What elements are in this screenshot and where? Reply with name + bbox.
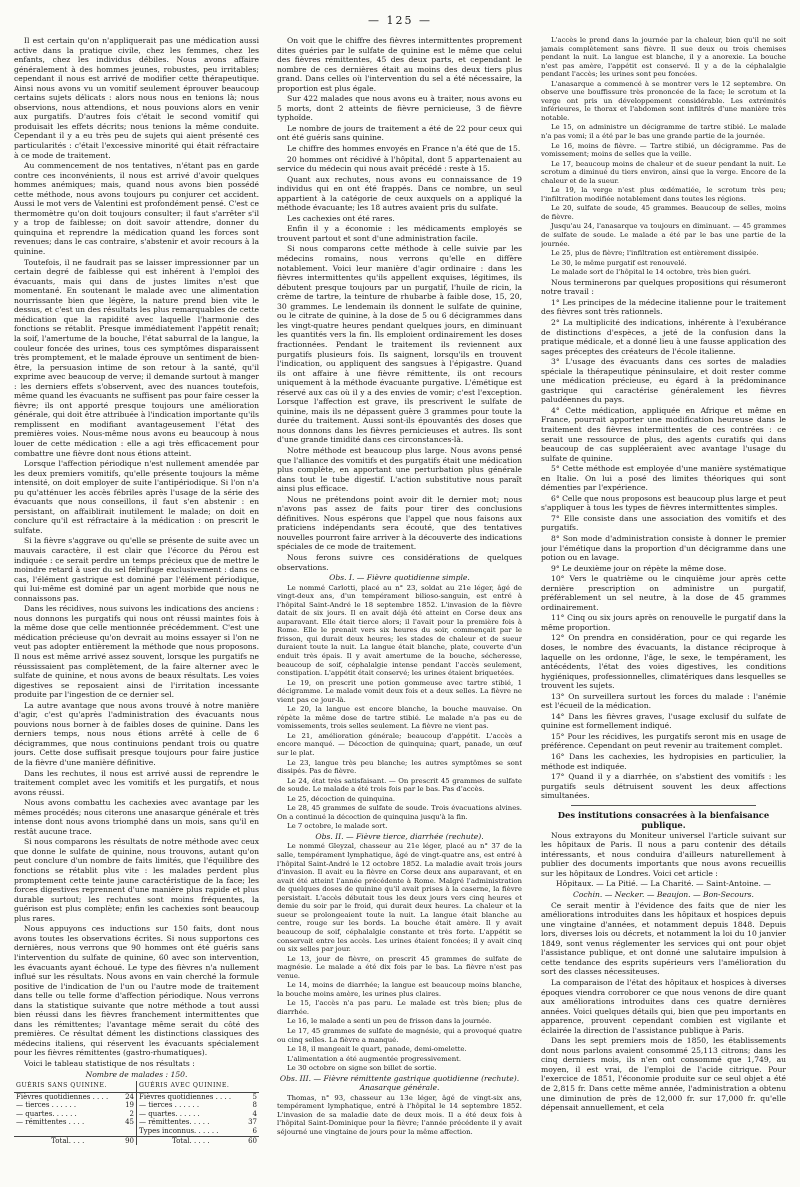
table-row [14, 1110, 259, 1119]
paragraph: Nous avons combattu les cachexies avec avantage par les mêmes procédés; nous citerons une anasarque générale et très intense dont nous avons triomphé dans un mois, sans qu'il en restât aucune trace. [14, 798, 259, 836]
table-cell: — quartes. . . . . . [138, 1109, 200, 1118]
paragraph: Le nombre de jours de traitement a été de 22 pour ceux qui ont été guéris sans quinine. [277, 123, 522, 143]
column-left [14, 36, 259, 1176]
hospitals-list: Cochin. — Necker. — Beaujon. — Bon-Secours. [573, 890, 754, 900]
paragraph: Lorsque l'affection périodique n'est nullement amendée par les deux premiers vomitifs, qu'elle présente toujours la même intensité, on doit employer de suite l'antipériodique. Si l'on n'a pu qu'atténuer les accès fébriles après l'usage de la série des évacuants que nous conseillons, il faut s'en abstenir : en persistant, on affaiblirait inutilement le malade; on doit en conclure qu'il est réfractaire à la médication : on prescrit le sulfate. [14, 459, 259, 535]
paragraph: Nous ne prétendons point avoir dit le dernier mot; nous n'avons pas assez de faits pour tirer des conclusions définitives. Nous espérons que l'appel que nous faisons aux praticiens indépendants sera écouté, que des tentatives nouvelles pourront faire arriver à la découverte des indications spéciales de ce mode de traitement. [277, 494, 522, 552]
table-row [14, 1092, 259, 1101]
observation-day: Le 30 octobre on signe son billet de sortie. [287, 1064, 437, 1073]
column-right [541, 36, 786, 1176]
table-cell: Fièvres quotidiennes . . . . [16, 1092, 109, 1101]
paragraph: Toutefois, il ne faudrait pas se laisser impressionner par un certain degré de faiblesse qui est inhérent à l'emploi des évacuants, mais qui dans de justes limites n'est que momentané. En soutenant le malade avec une alimentation nourrissante bien que légère, la nature prend bien vite le dessus, et c'est un des résultats les plus remarquables de cette médication que la rapidité avec laquelle l'harmonie des fonctions se rétablit. Presque immédiatement l'appétit renaît; la soif, l'amertume de la bouche, l'état saburral de la langue, la couleur foncée des urines, tous ces symptômes disparaissent très promptement, et le malade éprouve un sentiment de bien-être, la persuasion intime de son retour à la santé, qu'il exprime avec beaucoup de verve; il demande surtout à manger : les derniers effets s'observent, avec des nuances toutefois, même quand les évacuants ne suffisent pas pour faire cesser la fièvre; ils ont apporté presque toujours une amélioration générale, qui doit être attribuée à l'indication importante qu'ils remplissent en modifiant avantageusement l'état des premières voies. Nous-même nous avons eu beaucoup à nous louer de cette médication : elle a agi très efficacement pour combattre une fièvre dont nous étions atteint. [14, 257, 259, 458]
observation-day: Le 18, il mangeait le quart, panade, demi-omelette. [287, 1045, 467, 1054]
proposition: 4° Cette médication, appliquée en Afrique et même en France, pourrait apporter une modification heureuse dans le traitement des fièvres intermittentes de ces contrées : ce serait une ressource de plus, des agents curatifs qui dans beaucoup de cas suppléeraient avec avantage l'usage du sulfate de quinine. [541, 405, 786, 463]
page-number: — 125 — [368, 14, 432, 27]
paragraph: Les cachexies ont été rares. [287, 213, 395, 223]
proposition: 13° On surveillera surtout les forces du malade : l'anémie est l'écueil de la médication. [541, 691, 786, 711]
table-cell: 19 [121, 1101, 136, 1110]
proposition: 6° Celle que nous proposons est beaucoup plus large et peut s'appliquer à tous les types de fièvres intermittentes simples. [541, 493, 786, 513]
observation-text: Le nommé Gleyzal, chasseur au 21e léger, placé au n° 37 de la salle, tempérament lymphatique, âgé de vingt-quatre ans, est entré à l'hôpital Saint-André le 12 octobre 1852. La maladie avait trois jours d'invasion. Il avait eu la fièvre en Corse deux ans auparavant, et en avait été atteint l'année précédente à Rome. Malgré l'administration de quelques doses de quinine qu'il avait prises à la caserne, la fièvre persistait. L'accès débutait tous les deux jours vers cinq heures et demie du soir par le froid, qui durait deux heures. La chaleur et la sueur se prolongeaient toute la nuit. La langue était blanche au centre, rouge sur les bords. La bouche était amère. Il y avait beaucoup de soif, céphalalgie constante et très forte. L'appétit se conservait entre les accès. Les urines étaient foncées; il y avait cinq ou six selles par jour. [277, 842, 522, 954]
paragraph: Enfin il y a économie : les médicaments employés se trouvent partout et sont d'une administration facile. [277, 224, 522, 243]
table-cell: — quartes. . . . . . [16, 1109, 77, 1118]
table-row [14, 1101, 259, 1110]
observation-day: Le 16, moins de fièvre. — Tartre stibié, un décigramme. Pas de vomissement; moins de selles que la veille. [541, 141, 786, 159]
table-cell: — rémittentes . . . . [16, 1118, 85, 1127]
paragraph: Si la fièvre s'aggrave ou qu'elle se présente de suite avec un mauvais caractère, il est clair que l'écorce du Pérou est indiquée : ce serait perdre un temps précieux que de mettre le moindre retard à user du sel fébrifuge exclusivement : dans ce cas, l'élément gastrique est dominé par l'élément périodique, qui lui-même est dominé par un agent morbide que nous ne connaissons pas. [14, 536, 259, 603]
proposition: 12° On prendra en considération, pour ce qui regarde les doses, le nombre des évacuants, la distance réciproque à laquelle on les ordonne, l'âge, le sexe, le tempérament, les antécédents, l'état des voies digestives, les conditions hygiéniques, professionnelles, climatériques dans lesquelles se trouvent les sujets. [541, 633, 786, 691]
paragraph: Voici le tableau statistique de nos résultats : [24, 1058, 195, 1068]
proposition: 9° Le deuxième jour on répète la même dose. [551, 563, 727, 573]
total-label: Total. . . . . [136, 1136, 244, 1145]
total-value: 60 [245, 1136, 259, 1145]
table-cell: 4 [252, 1109, 257, 1118]
paragraph: Dans les sept premiers mois de 1850, les établissements dont nous parlons avaient consommé 25,113 citrons; dans les cinq derniers mois, ils n'en ont consommé que 1,749, au moyen, il est vrai, de l'emploi de l'acide citrique. Pour l'exercice de 1851, l'économie produite sur ce seul objet a été de 2,815 fr. Dans cette même année, l'administration a obtenu une diminution de près de 12,000 fr. sur 17,000 fr. qu'elle dépensait annuellement, et cela [541, 1036, 786, 1113]
table-cell: — tierces . . . . . . [16, 1101, 77, 1110]
proposition: 17° Quand il y a diarrhée, on s'abstient des vomitifs : les purgatifs seuls détruisent souvent les deux affections simultanées. [541, 772, 786, 801]
observation-day: Le 19, on prescrit une potion gommeuse avec tartre stibié, 1 décigramme. Le malade vomit deux fois et a deux selles. La fièvre ne vient pas ce jour-là. [277, 678, 522, 704]
observation-day: Le 25, décoction de quinquina. [287, 794, 396, 803]
table-cell: 24 [121, 1092, 136, 1101]
paragraph: La autre avantage que nous avons trouvé à notre manière d'agir, c'est qu'après l'administration des évacuants nous pouvions nous borner à de faibles doses de quinine. Dans les derniers temps, nous nous étions arrêté à celle de 6 décigrammes, que nous continuions pendant trois ou quatre jours. Cette dose suffisait presque toujours pour faire justice de la fièvre d'une manière définitive. [14, 700, 259, 768]
observation-title: Obs. II. — Fièvre tierce, diarrhée (rechute). [315, 831, 484, 841]
table-row [14, 1127, 259, 1136]
proposition: 2° La multiplicité des indications, inhérente à l'exubérance de distinctions d'espèces, a jeté de la confusion dans la pratique médicale, et a donné lieu à une fausse application des sages préceptes des créateurs de l'école italienne. [541, 317, 786, 356]
observation-day: Le 24, état très satisfaisant. — On prescrit 45 grammes de sulfate de soude. Le malade a été trois fois par le bas. Pas d'accès. [277, 776, 522, 794]
observation-day: Le 30, le même purgatif est renouvelé. [551, 258, 687, 267]
paragraph: Nous appuyons ces inductions sur 150 faits, dont nous avons toutes les observations écrites. Si nous supportons ces dernières, nous verrons que 90 hommes ont été guéris sans l'intervention du sulfate de quinine, 60 avec son intervention, les évacuants ayant échoué. Le type des fièvres n'a nullement influé sur les résultats. Nous avons en vain cherché la formule positive de l'indication de l'un ou l'autre mode de traitement dans telle ou telle forme d'affection périodique. Nous verrons dans la statistique suivante que notre méthode a tout aussi bien réussi dans les fièvres franchement intermittentes que dans les rémittentes; l'avantage même serait du côté des premières. Ce résultat dément les distinctions classiques des médecins italiens, qui réservent les évacuants spécialement pour les fièvres rémittentes (gastro-rhumatiques). [14, 924, 259, 1058]
observation-title: Obs. I. — Fièvre quotidienne simple. [329, 573, 470, 583]
paragraph: Le chiffre des hommes envoyés en France n'a été que de 15. [287, 144, 521, 154]
observation-day: Le 20, la langue est encore blanche, la bouche mauvaise. On répète la même dose de tartre stibié. Le malade n'a pas eu de vomissements, trois selles seulement. La fièvre ne vient pas. [277, 705, 522, 731]
observation-day: Le 25, plus de fièvre; l'infiltration est entièrement dissipée. [551, 249, 759, 258]
observation-day: Le 15, on administre un décigramme de tartre stibié. Le malade n'a pas vomi; il a été par le bas une grande partie de la journée. [541, 123, 786, 141]
paragraph: Nous ferons suivre ces considérations de quelques observations. [277, 552, 522, 572]
observation-day: Le 19, la verge n'est plus œdématiée, le scrotum très peu; l'infiltration modifiée notablement dans toutes les régions. [541, 186, 786, 203]
proposition: 5° Cette méthode est employée d'une manière systématique en Italie. On lui a posé des limites théoriques qui sont démenties par l'expérience. [541, 464, 786, 493]
paragraph: Quant aux rechutes, nous avons eu connaissance de 19 individus qui en ont été frappés. Dans ce nombre, un seul appartient à la catégorie de ceux auxquels on a appliqué la méthode évacuante; les 18 autres avaient pris du sulfate. [277, 174, 522, 213]
observation-day: L'alimentation a été augmentée progressivement. [287, 1054, 462, 1063]
observation-day: Jusqu'au 24, l'anasarque va toujours en diminuant. — 45 grammes de sulfate de soude. Le malade a été par le bas une partie de la journée. [541, 222, 786, 248]
observation-title: Obs. III. — Fièvre rémittente gastrique quotidienne (rechute). Anasarque générale. [279, 1073, 520, 1093]
proposition: 3° L'usage des évacuants dans ces sortes de maladies spéciale la thérapeutique péninsulaire, et doit rester comme une médication précieuse, eu égard à la prédominance gastrique qui caractérise généralement les fièvres paludéennes du pays. [541, 357, 786, 405]
table-cell [121, 1127, 136, 1136]
table-cell: Types inconnus. . . . . . [138, 1127, 219, 1136]
observation-day: Le 17, 45 grammes de sulfate de magnésie, qui a provoqué quatre ou cinq selles. La fièvre a manqué. [277, 1026, 522, 1044]
total-value: 90 [121, 1136, 136, 1145]
table-cell: — tierces . . . . . . [138, 1101, 200, 1110]
proposition: 14° Dans les fièvres graves, l'usage exclusif du sulfate de quinine est formellement indiqué. [541, 711, 786, 731]
table-header-left: GUÉRIS SANS QUININE. [14, 1081, 136, 1092]
table-cell: 6 [252, 1127, 257, 1136]
table-header-right: GUÉRIS AVEC QUININE. [136, 1081, 259, 1092]
statistics-table [14, 1081, 259, 1145]
observation-day: Le 28, 45 grammes de sulfate de soude. Trois évacuations alvines. On a continué la décoction de quinquina jusqu'à la fin. [277, 804, 522, 821]
observation-text: Le nommé Carlotti, placé au n° 23, soldat au 21e léger, âgé de vingt-deux ans, d'un tempérament bilioso-sanguin, est entré à l'hôpital Saint-André le 18 septembre 1852. L'invasion de la fièvre datait de six jours. Il en avait déjà été atteint en Corse deux ans auparavant. Elle était tierce alors; il l'avait pour la première fois à Rome. Elle le prenait vers six heures du soir, commençait par le frisson, qui durait deux heures; les stades de chaleur et de sueur duraient toute la nuit. La langue était blanche, plate, couverte d'un enduit très épais. Il y avait amertume de la bouche, sécheresse, beaucoup de soif, céphalalgie intense pendant l'accès seulement, constipation. L'appétit était conservé; les urines étaient briquetées. [277, 583, 522, 678]
paragraph: Notre méthode est beaucoup plus large. Nous avons pensé que l'alliance des vomitifs et des purgatifs était une médication plus complète, en apportant une perturbation plus générale dans tout le tube digestif. L'action substitutive nous paraît ainsi plus efficace. [277, 445, 522, 494]
proposition: 8° Son mode d'administration consiste à donner le premier jour l'émétique dans la proportion d'un décigramme dans une potion ou en lavage. [541, 533, 786, 563]
paragraph: Dans les récidives, nous suivons les indications des anciens : nous donnons les purgatifs qui nous ont réussi maintes fois à la même dose que celle mentionnée précédemment. C'est une médication précieuse qu'on devrait au moins essayer si l'on ne veut pas adopter entièrement la méthode que nous proposons. Il nous est même arrivé assez souvent, lorsque les purgatifs ne réussissaient pas complètement, de la faire alterner avec le sulfate de quinine, et nous avons de beaux résultats. Les voies digestives se reposaient ainsi de l'irritation incessante produite par l'ingestion de ce dernier sel. [14, 604, 259, 700]
observation-day: Le 14, moins de diarrhée; la langue est beaucoup moins blanche, la bouche moins amère, les urines plus claires. [277, 981, 522, 998]
paragraph: Nous extrayons du Moniteur universel l'article suivant sur les hôpitaux de Paris. Il nous a paru contenir des détails intéressants, et nous conduira d'ailleurs naturellement à publier des documents importants que nous avons recueillis sur les hôpitaux de Londres. Voici cet article : [541, 830, 786, 878]
table-cell: 8 [252, 1101, 257, 1110]
table-row [14, 1118, 259, 1127]
paragraph: Il est certain qu'on n'appliquerait pas une médication aussi active dans la pratique civile, chez les femmes, chez les enfants, chez les individus débiles. Nous avons affaire généralement à des hommes jeunes, robustes, peu irritables; cependant il nous est arrivé de modifier cette thérapeutique. Ainsi nous avons vu un vomitif seulement éprouver beaucoup certains sujets délicats : alors nous nous en tenions là; nous observions, nous attendions, et nous pouvions alors en venir aux purgatifs. D'autres fois c'était le second vomitif qui produisait les effets décrits; nous tenions la même conduite. Cependant il y a eu très peu de sujets qui aient présenté ces particularités : c'était l'excessive minorité qui était réfractaire à ce mode de traitement. [14, 36, 259, 160]
table-cell: 45 [121, 1118, 136, 1127]
paragraph: Nous terminerons par quelques propositions qui résumeront notre travail : [541, 277, 786, 297]
hospitals-list: Hôpitaux. — La Pitié. — La Charité. — Saint-Antoine. — [556, 879, 771, 889]
proposition: 7° Elle consiste dans une association des vomitifs et des purgatifs. [541, 513, 786, 533]
paragraph: Ce serait mentir à l'évidence des faits que de nier les améliorations introduites dans les hôpitaux et hospices depuis une vingtaine d'années, et notamment depuis 1848. Depuis lors, diverses lois ou décrets, et notamment la loi du 10 janvier 1849, sont venus réglementer les services qui ont pour objet l'assistance publique, et ont donné une salutaire impulsion à cette tendance des esprits supérieurs vers l'amélioration du sort des classes nécessiteuses. [541, 900, 786, 977]
table-cell: Fièvres quotidiennes . . . . [138, 1092, 232, 1101]
proposition: 11° Cinq ou six jours après on renouvelle le purgatif dans la même proportion. [541, 613, 786, 632]
paragraph: Dans les rechutes, il nous est arrivé aussi de reprendre le traitement complet avec les vomitifs et les purgatifs, et nous avons réussi. [14, 768, 259, 797]
table-caption: Nombre de malades : 150. [85, 1069, 188, 1079]
paragraph: Au commencement de nos tentatives, n'étant pas en garde contre ces inconvénients, il nous est arrivé d'avoir quelques hommes anémiques; mais, quand nous avons bien possédé cette méthode, nous avons toujours pu conjurer cet accident. Aussi le mot vers de Valentini est profondément pensé. C'est ce thermomètre qu'on doit toujours consulter; il faut s'arrêter s'il y a trop de faiblesse; on doit savoir attendre, donner du quinquina et reprendre la médication quand les forces sont revenues; dans le cas contraire, s'abstenir et avoir recours à la quinine. [14, 161, 259, 257]
observation-day: Le 7 octobre, le malade sort. [287, 822, 388, 831]
paragraph: Si nous comparons les résultats de notre méthode avec ceux que donne le sulfate de quinine, nous trouvons, autant qu'on peut conclure d'un nombre de faits limités, que l'équilibre des fonctions se rétablit plus vite : les malades perdent plus promptement cette teinte jaune caractéristique de la face; les forces digestives reprennent d'une manière plus rapide et plus durable surtout; les rechutes sont moins fréquentes, la guérison est plus complète; enfin les cachexies sont beaucoup plus rares. [14, 837, 259, 923]
observation-day: Le 23, langue très peu blanche; les autres symptômes se sont dissipés. Pas de fièvre. [277, 758, 522, 776]
paragraph: On voit que le chiffre des fièvres intermittentes proprement dites guéries par le sulfate de quinine est le même que celui des fièvres rémittentes, 45 des deux parts, et cependant le nombre de ces dernières était au moins des deux tiers plus grand. Dans celles où l'intervention du sel a été nécessaire, la proportion est plus égale. [277, 36, 522, 93]
section-divider [571, 805, 756, 806]
paragraph: Si nous comparons cette méthode à celle suivie par les médecins romains, nous verrons qu'elle en diffère notablement. Voici leur manière d'agir ordinaire : dans les fièvres intermittentes qu'ils appellent exquises, légitimes, ils débutent presque toujours par un purgatif, l'huile de ricin, la crème de tartre, la teinture de rhubarbe à faible dose, 15, 20, 30 grammes. Le lendemain ils donnent le sulfate de quinine, ou le citrate de quinine, à la dose de 5 ou 6 décigrammes dans les vingt-quatre heures pendant quelques jours, en diminuant les quantités vers la fin. Ils emploient ordinairement les doses fractionnées. Pendant le traitement ils reviennent aux purgatifs plusieurs fois. Ils saignent, lorsqu'ils en trouvent l'indication, ou appliquent des sangsues à l'épigastre. Quand ils ont affaire à une fièvre rémittente, ils ont recours uniquement à la méthode évacuante purgative. L'émétique est réservé aux cas où il y a des envies de vomir; c'est l'exception. Lorsque l'affection est grave, ils prescrivent le sulfate de quinine, mais ils ne dépassent guère 3 grammes pour toute la durée du traitement. Aussi sont-ils épouvantés des doses que nous donnons dans les fièvres pernicieuses et autres. Ils sont d'une grande timidité dans ces circonstances-là. [277, 244, 522, 445]
total-label: Total. . . . [14, 1136, 121, 1145]
table-cell: — rémittentes. . . . . [138, 1118, 210, 1127]
proposition: 10° Vers le quatrième ou le cinquième jour après cette dernière prescription on administre un purgatif, préférablement un sel neutre, à la dose de 45 grammes ordinairement. [541, 574, 786, 612]
proposition: 15° Pour les récidives, les purgatifs seront mis en usage de préférence. Cependant on peut revenir au traitement complet. [541, 731, 786, 751]
observation-day: Le 21, amélioration générale; beaucoup d'appétit. L'accès a encore manqué. — Décoction de quinquina; quart, panade, un œuf sur le plat. [277, 731, 522, 758]
observation-day: Le 15, l'accès n'a pas paru. Le malade est très bien; plus de diarrhée. [277, 999, 522, 1016]
table-cell: 2 [121, 1110, 136, 1119]
column-middle [277, 36, 522, 1176]
proposition: 1° Les principes de la médecine italienne pour le traitement des fièvres sont très rationnels. [541, 297, 786, 317]
section-title: Des institutions consacrées à la bienfaisance publique. [557, 809, 770, 830]
paragraph: 20 hommes ont récidivé à l'hôpital, dont 5 appartenaient au service du médecin qui nous avait précédé : reste à 15. [277, 154, 522, 174]
proposition: 16° Dans les cachexies, les hydropisies en particulier, la méthode est indiquée. [541, 752, 786, 771]
observation-text: L'accès le prend dans la journée par la chaleur, bien qu'il ne soit jamais complètement sans fièvre. Il sue deux ou trois chemises pendant la nuit. La langue est blanche, il y a anorexie. La bouche n'est pas amère, l'appétit est conservé. Il y a de la céphalalgie pendant l'accès; les urines sont peu foncées. [541, 36, 786, 79]
observation-day: Le 16, le malade a senti un peu de frisson dans la journée. [287, 1017, 492, 1026]
observation-text: L'anasarque a commencé à se montrer vers le 12 septembre. On observe une bouffissure très prononcée de la face; le scrotum et la verge ont pris un développement considérable. Les extrémités inférieures, le thorax et l'abdomen sont infiltrés d'une manière très notable. [541, 79, 786, 122]
table-cell [14, 1127, 121, 1136]
table-total-row [14, 1136, 259, 1145]
observation-day: Le 20, sulfate de soude, 45 grammes. Beaucoup de selles, moins de fièvre. [541, 204, 786, 221]
paragraph: La comparaison de l'état des hôpitaux et hospices à diverses époques viendra corroborer ce que nous venons de dire quant aux améliorations introduites dans ces quatre dernières années. Voici quelques détails qui, bien que peu importants en apparence, prouvent cependant combien est vigilante et éclairée la direction de l'assistance publique à Paris. [541, 977, 786, 1035]
observation-day: Le malade sort de l'hôpital le 14 octobre, très bien guéri. [551, 268, 751, 277]
table-cell: 5 [252, 1092, 257, 1101]
observation-day: Le 17, beaucoup moins de chaleur et de sueur pendant la nuit. Le scrotum a diminué du tiers environ, ainsi que la verge. Encore de la chaleur et de la sueur. [541, 159, 786, 185]
observation-day: Le 13, jour de fièvre, on prescrit 45 grammes de sulfate de magnésie. Le malade a été dix fois par le bas. La fièvre n'est pas venue. [277, 954, 522, 980]
observation-text: Thomas, n° 93, chasseur au 13e léger, âgé de vingt-six ans, tempérament lymphatique, entré à l'hôpital le 14 septembre 1852. L'invasion de sa maladie date de deux mois. Il a été deux fois à l'hôpital Saint-Dominique pour la fièvre; l'année précédente il y avait séjourné une vingtaine de jours pour la même affection. [277, 1093, 522, 1136]
paragraph: Sur 422 malades que nous avons eu à traiter, nous avons eu 5 morts, dont 2 atteints de fièvre pernicieuse, 3 de fièvre typhoïde. [277, 94, 522, 123]
table-cell: 37 [248, 1118, 257, 1127]
